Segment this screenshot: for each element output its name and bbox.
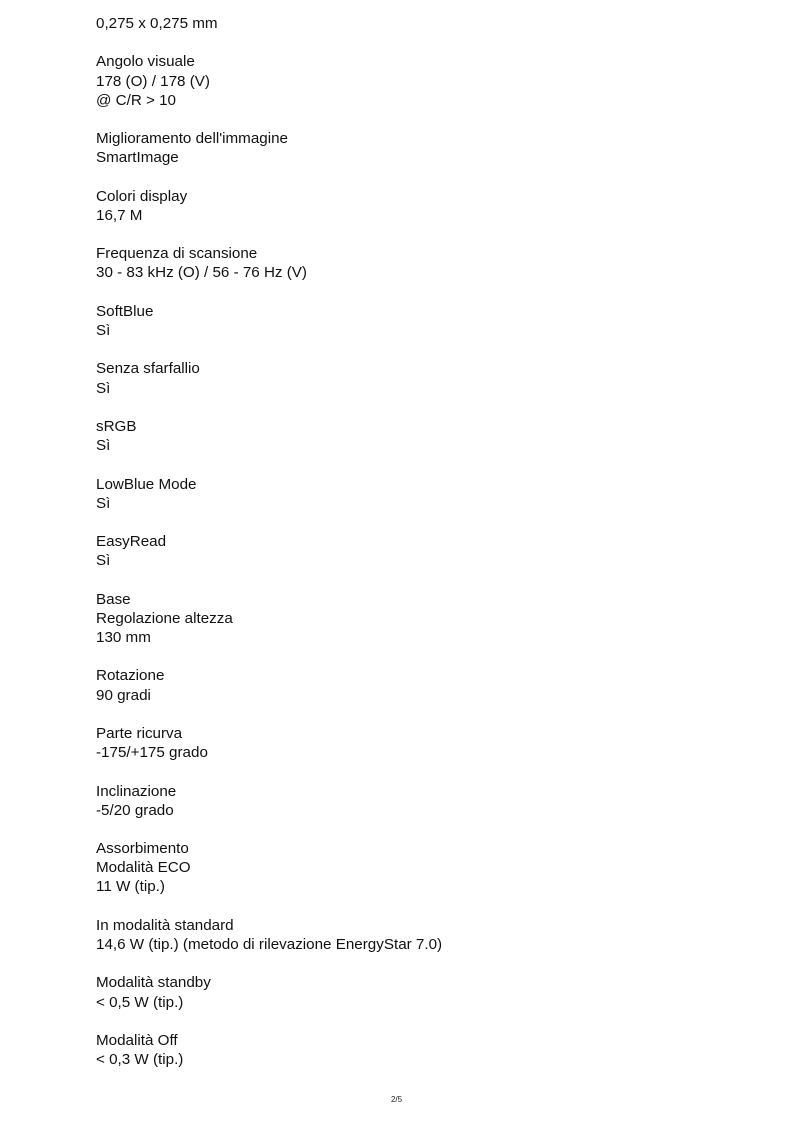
spec-label: SoftBlue [96,302,154,320]
spec-block [96,302,756,340]
spec-value: 130 mm [96,629,151,646]
spec-label: 0,275 x 0,275 mm [96,15,218,32]
spec-block [96,52,756,110]
spec-value: < 0,3 W (tip.) [96,1051,184,1069]
spec-block [96,666,756,704]
spec-block [96,839,756,897]
spec-block [96,187,756,225]
spec-value: 11 W (tip.) [96,878,165,896]
spec-value: 30 - 83 kHz (O) / 56 - 76 Hz (V) [96,264,307,282]
spec-label: LowBlue Mode [96,475,197,493]
spec-value: < 0,5 W (tip.) [96,993,184,1011]
spec-block [96,532,756,570]
spec-block [96,14,756,33]
spec-label: Miglioramento dell'immagine [96,130,288,148]
spec-block [96,973,756,1011]
spec-label: Assorbimento [96,840,189,858]
spec-label: EasyRead [96,533,167,551]
spec-value: Sì [96,322,111,339]
spec-value: -175/+175 grado [96,744,208,762]
spec-block [96,782,756,820]
spec-value: -5/20 grado [96,801,174,819]
spec-value: Regolazione altezza [96,609,233,627]
spec-block [96,590,756,648]
spec-value: 90 gradi [96,686,151,704]
spec-value: Sì [96,494,111,512]
spec-label: Angolo visuale [96,53,195,71]
spec-value: Sì [96,552,111,570]
spec-block [96,1031,756,1069]
spec-block [96,916,756,954]
spec-value: Modalità ECO [96,859,191,877]
spec-value: 14,6 W (tip.) (metodo di rilevazione EnergyStar 7.0) [96,936,443,953]
spec-value: SmartImage [96,149,179,167]
spec-label: Inclinazione [96,782,177,800]
spec-label: Parte ricurva [96,724,183,742]
spec-label: Frequenza di scansione [96,245,258,263]
spec-label: Colori display [96,187,188,205]
spec-value: @ C/R > 10 [96,91,176,109]
spec-label: Senza sfarfallio [96,360,200,378]
spec-label: In modalità standard [96,916,234,934]
spec-label: Rotazione [96,667,165,685]
spec-block [96,724,756,762]
spec-label: Modalità standby [96,974,211,992]
page-number: 2/5 [390,1095,403,1104]
spec-list [96,14,756,1089]
spec-label: Modalità Off [96,1031,178,1049]
spec-value: 178 (O) / 178 (V) [96,72,210,90]
spec-value: Sì [96,437,111,455]
spec-block [96,129,756,167]
spec-value: 16,7 M [96,206,143,224]
spec-block [96,244,756,282]
spec-block [96,475,756,513]
spec-value: Sì [96,379,111,397]
spec-label: sRGB [96,417,137,435]
spec-label: Base [96,590,131,608]
spec-block [96,417,756,455]
spec-block [96,359,756,397]
